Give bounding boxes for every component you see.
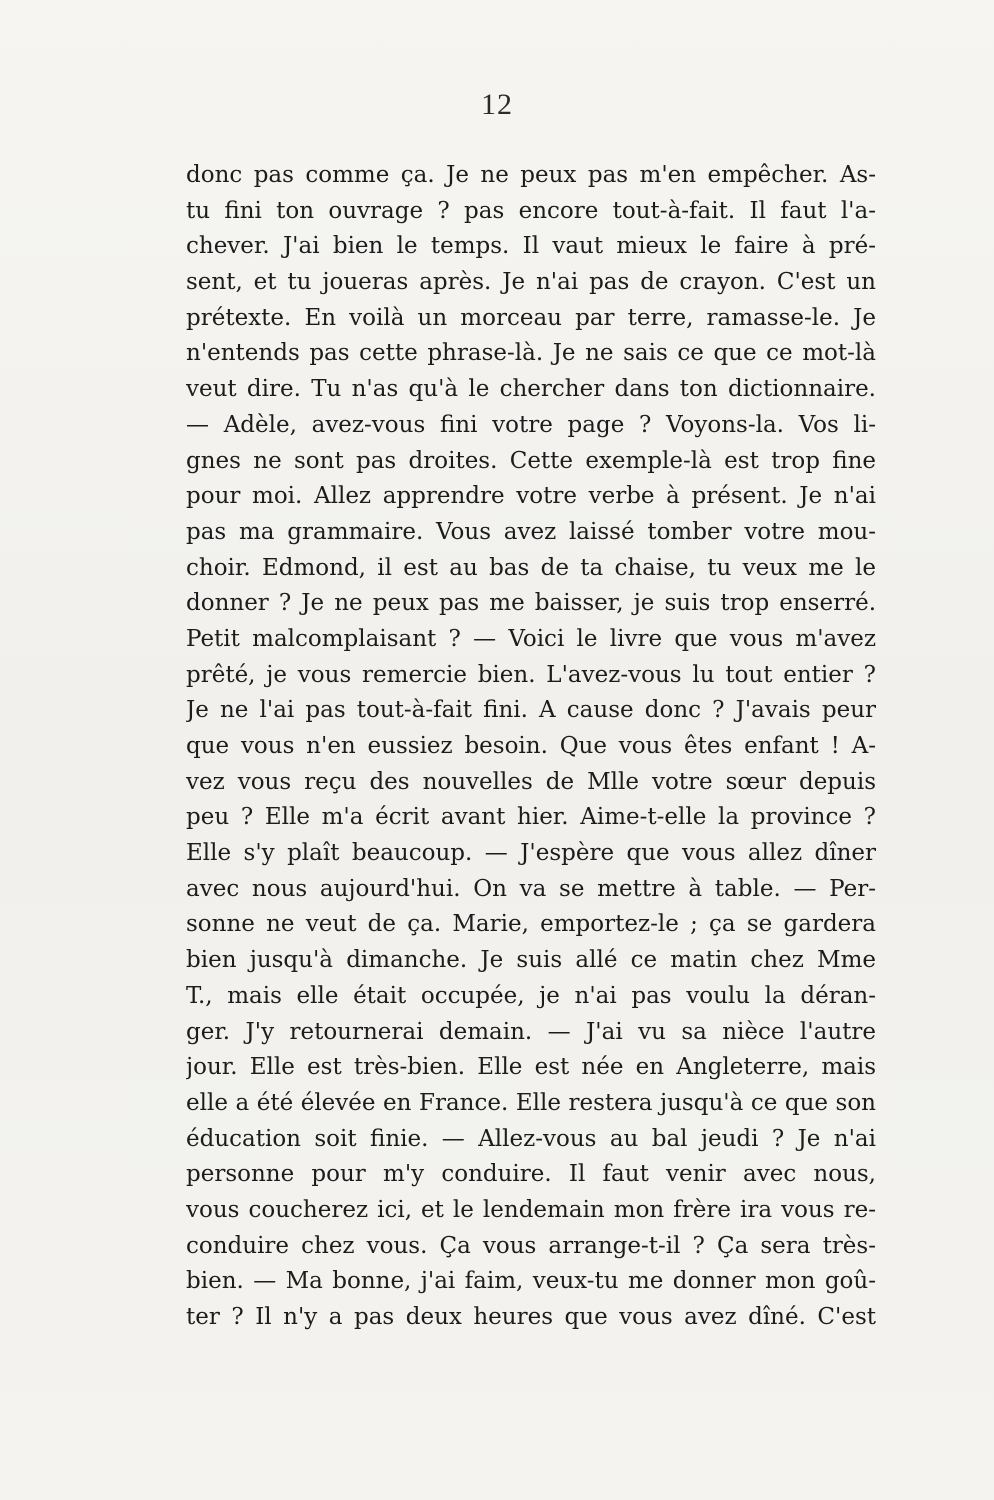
text-line: donc pas comme ça. Je ne peux pas m'en empêcher. As- — [186, 162, 876, 188]
text-line: donner ? Je ne peux pas me baisser, je suis trop enserré. — [186, 590, 876, 617]
text-line: avec nous aujourd'hui. On va se mettre à table. — Per- — [186, 875, 876, 902]
text-line: bien. — Ma bonne, j'ai faim, veux-tu me donner mon goû- — [186, 1268, 876, 1295]
text-line: Elle s'y plaît beaucoup. — J'espère que vous allez dîner — [186, 840, 876, 867]
text-line: pour moi. Allez apprendre votre verbe à présent. Je n'ai — [186, 483, 876, 510]
text-line: personne pour m'y conduire. Il faut venir avec nous, — [186, 1161, 876, 1188]
text-line: vez vous reçu des nouvelles de Mlle votre sœur depuis — [186, 768, 876, 795]
text-line: prétexte. En voilà un morceau par terre, ramasse-le. Je — [186, 304, 876, 331]
text-line: peu ? Elle m'a écrit avant hier. Aime-t-elle la province ? — [186, 804, 876, 831]
text-line: conduire chez vous. Ça vous arrange-t-il ? Ça sera très- — [186, 1232, 876, 1259]
text-line: tu fini ton ouvrage ? pas encore tout-à-fait. Il faut l'a- — [186, 197, 876, 224]
text-line: gnes ne sont pas droites. Cette exemple-là est trop fine — [186, 447, 876, 474]
text-line: n'entends pas cette phrase-là. Je ne sais ce que ce mot-là — [186, 340, 876, 367]
text-line: vous coucherez ici, et le lendemain mon frère ira vous re- — [186, 1196, 876, 1223]
text-line: éducation soit finie. — Allez-vous au bal jeudi ? Je n'ai — [186, 1125, 876, 1152]
text-line: pas ma grammaire. Vous avez laissé tomber votre mou- — [186, 518, 876, 545]
text-line: T., mais elle était occupée, je n'ai pas voulu la déran- — [186, 982, 876, 1009]
text-line: sent, et tu joueras après. Je n'ai pas de crayon. C'est un — [186, 269, 876, 296]
page-number: 12 — [481, 88, 513, 121]
text-line: sonne ne veut de ça. Marie, emportez-le ; ça se gardera — [186, 911, 876, 938]
text-line: — Adèle, avez-vous fini votre page ? Voyons-la. Vos li- — [186, 411, 876, 438]
text-line: jour. Elle est très-bien. Elle est née en Angleterre, mais — [186, 1054, 876, 1081]
body-text — [186, 158, 876, 1336]
text-line: Petit malcomplaisant ? — Voici le livre que vous m'avez — [186, 625, 876, 652]
text-line: ger. J'y retournerai demain. — J'ai vu sa nièce l'autre — [186, 1018, 876, 1045]
text-line: prêté, je vous remercie bien. L'avez-vous lu tout entier ? — [186, 661, 876, 688]
text-line: elle a été élevée en France. Elle restera jusqu'à ce que son — [186, 1089, 876, 1116]
text-line: choir. Edmond, il est au bas de ta chaise, tu veux me le — [186, 554, 876, 581]
text-line: ter ? Il n'y a pas deux heures que vous avez dîné. C'est — [186, 1304, 876, 1330]
text-line: veut dire. Tu n'as qu'à le chercher dans ton dictionnaire. — [186, 376, 876, 403]
text-line: que vous n'en eussiez besoin. Que vous êtes enfant ! A- — [186, 733, 876, 759]
text-line: Je ne l'ai pas tout-à-fait fini. A cause donc ? J'avais peur — [186, 697, 876, 724]
text-line: bien jusqu'à dimanche. Je suis allé ce matin chez Mme — [186, 947, 876, 974]
text-line: chever. J'ai bien le temps. Il vaut mieux le faire à pré- — [186, 233, 876, 260]
